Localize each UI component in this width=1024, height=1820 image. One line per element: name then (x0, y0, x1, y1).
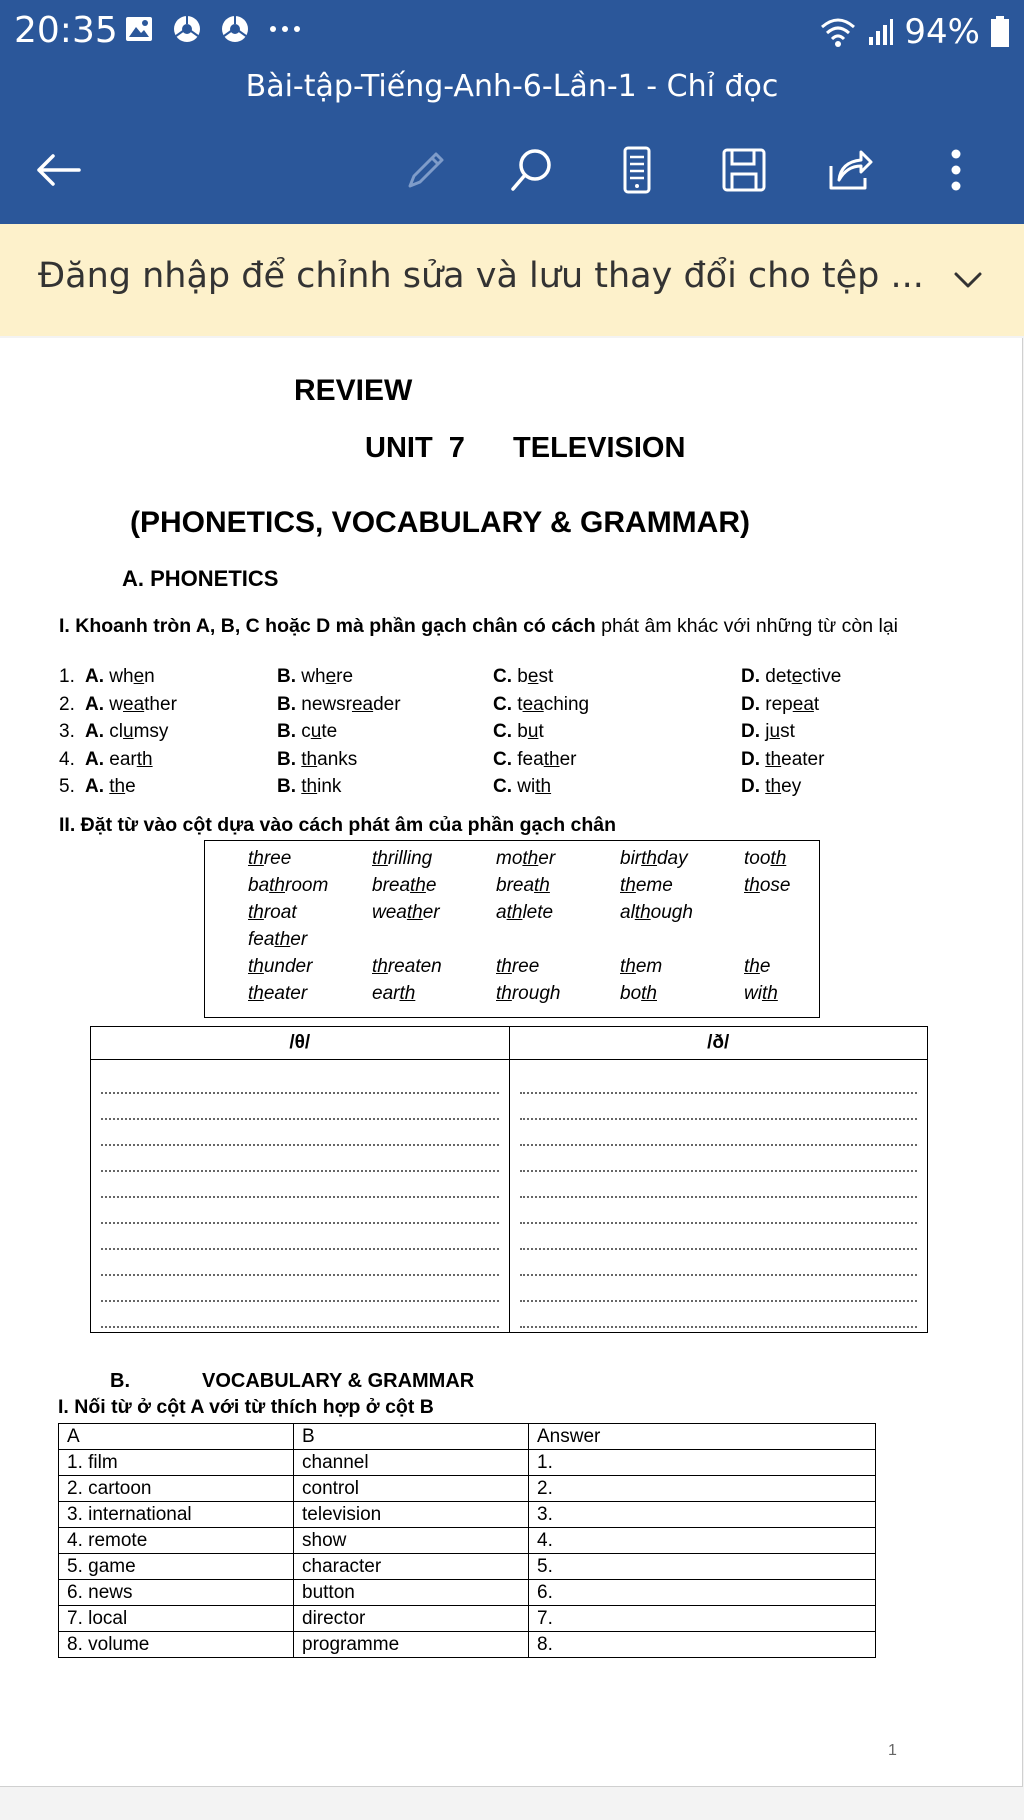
underlined-part: th (770, 848, 787, 869)
underlined-part: th (534, 875, 550, 896)
word-part: ear (372, 983, 400, 1004)
cell-col-a: 7. local (59, 1606, 294, 1632)
instruction-1-rest: phát âm khác với những từ còn lại (595, 615, 899, 637)
word-part: eater (781, 748, 825, 770)
option-letter: B. (277, 748, 296, 770)
search-button[interactable] (500, 138, 564, 202)
underlined-part: ea (123, 693, 145, 715)
underlined-part: th (641, 848, 657, 869)
word-part: re (336, 666, 354, 687)
answer-line[interactable] (101, 1094, 499, 1120)
underlined-part: ea (792, 693, 814, 715)
instruction-1 (59, 616, 969, 636)
underlined-part: th (399, 983, 416, 1004)
option-d[interactable] (741, 776, 801, 798)
option-letter: D. (741, 721, 760, 742)
word-item (496, 902, 553, 924)
word-part: fea (517, 748, 544, 770)
word-item (744, 956, 770, 978)
word-item (372, 875, 436, 897)
option-letter: C. (493, 666, 512, 687)
underlined-part: th (761, 983, 778, 1004)
option-letter: B. (277, 666, 296, 687)
word-part: roat (263, 902, 297, 923)
sound-column-theta[interactable] (91, 1060, 510, 1333)
cell-col-a: 2. cartoon (59, 1476, 294, 1502)
question-number: 5. (59, 776, 75, 797)
question-number: 4. (59, 748, 75, 770)
word-part: ther (144, 693, 177, 715)
word-item (496, 983, 560, 1005)
word-part: brea (372, 875, 411, 896)
word-part: ree (511, 956, 540, 977)
answer-line[interactable] (520, 1250, 918, 1276)
word-part: bir (620, 848, 642, 869)
underlined-part: e (527, 666, 539, 687)
word-item (248, 848, 291, 870)
word-part: e (125, 776, 136, 797)
cell-answer[interactable]: 8. (529, 1632, 876, 1658)
word-item (496, 956, 539, 978)
header-col-a: A (59, 1424, 294, 1450)
matching-table (58, 1423, 876, 1658)
cell-col-b: director (294, 1606, 529, 1632)
word-item (496, 848, 555, 870)
word-item (372, 956, 442, 978)
word-part: t (813, 693, 820, 715)
underlined-part: th (535, 776, 552, 797)
instruction-3: I. Nối từ ở cột A với từ thích hợp ở cột B (58, 1396, 434, 1418)
option-letter: D. (741, 666, 760, 687)
reading-view-button[interactable] (605, 138, 669, 202)
table-row (59, 1580, 876, 1606)
battery-percent: 94% (904, 12, 980, 52)
status-time: 20:35 (14, 10, 118, 51)
heading-subtitle: (PHONETICS, VOCABULARY & GRAMMAR) (130, 506, 750, 539)
word-item (248, 983, 307, 1005)
edit-button[interactable] (394, 138, 458, 202)
option-a[interactable] (85, 694, 177, 716)
word-part: ching (543, 693, 590, 715)
back-arrow-icon (33, 150, 83, 190)
word-item (248, 902, 297, 924)
underlined-part: th (301, 748, 318, 770)
cell-col-a: 1. film (59, 1450, 294, 1476)
word-item (372, 902, 440, 924)
more-options-button[interactable] (924, 138, 988, 202)
header-col-b: B (294, 1424, 529, 1450)
cell-col-a: 8. volume (59, 1632, 294, 1658)
cell-answer[interactable]: 6. (529, 1580, 876, 1606)
answer-line[interactable] (520, 1276, 918, 1302)
share-icon (825, 146, 875, 194)
option-d[interactable] (741, 749, 824, 771)
section-b-title (110, 1370, 474, 1393)
underlined-part: th (301, 776, 318, 797)
search-icon (507, 145, 557, 195)
word-item (248, 929, 307, 951)
word-part: bo (620, 983, 642, 1004)
word-item (744, 848, 786, 870)
answer-line[interactable] (520, 1120, 918, 1146)
word-part: j (765, 721, 770, 742)
underlined-part: th (109, 776, 126, 797)
gallery-icon (124, 15, 154, 43)
option-d[interactable] (741, 666, 841, 688)
underlined-part: th (641, 983, 657, 1004)
word-item (372, 983, 415, 1005)
cell-col-b: show (294, 1528, 529, 1554)
more-vertical-icon (946, 146, 966, 194)
option-letter: B. (277, 721, 296, 742)
table-row (59, 1476, 876, 1502)
cell-answer[interactable]: 5. (529, 1554, 876, 1580)
cell-answer[interactable]: 4. (529, 1528, 876, 1554)
word-part: rough (511, 983, 561, 1004)
answer-line[interactable] (520, 1068, 918, 1094)
word-part: day (656, 848, 688, 869)
word-part: rilling (387, 848, 433, 869)
word-part: er (538, 848, 556, 869)
table-row (59, 1606, 876, 1632)
pencil-icon (402, 146, 450, 194)
word-part: room (285, 875, 329, 896)
word-part: eme (635, 875, 673, 896)
wifi-icon (818, 15, 858, 49)
answer-line[interactable] (101, 1120, 499, 1146)
underlined-part: ea (351, 693, 374, 715)
chrome-icon-2 (220, 14, 250, 44)
word-item (620, 902, 693, 924)
option-letter: C. (493, 721, 512, 742)
word-part: under (263, 956, 313, 977)
word-part: b (517, 721, 528, 742)
answer-line[interactable] (520, 1302, 918, 1328)
option-letter: C. (493, 776, 512, 797)
share-button[interactable] (818, 138, 882, 202)
word-part: ey (781, 776, 802, 797)
option-d[interactable] (741, 694, 819, 716)
sound-header-theta: /θ/ (91, 1027, 510, 1060)
option-letter: D. (741, 693, 760, 715)
word-item (496, 875, 550, 897)
table-row (59, 1450, 876, 1476)
underlined-part: th (410, 875, 426, 896)
underlined-part: u (769, 721, 781, 742)
word-part: wh (109, 666, 134, 687)
underlined-part: th (620, 956, 636, 977)
battery-icon (990, 16, 1010, 48)
word-part: w (109, 693, 124, 715)
underlined-part: th (522, 848, 539, 869)
cell-answer[interactable]: 7. (529, 1606, 876, 1632)
heading-review: REVIEW (294, 374, 413, 407)
option-a[interactable] (85, 666, 155, 688)
option-c[interactable] (493, 666, 553, 688)
word-part: wea (372, 902, 407, 923)
word-part: e (425, 875, 437, 896)
word-part: te (321, 721, 338, 742)
underlined-part: ea (522, 693, 544, 715)
cell-answer[interactable]: 1. (529, 1450, 876, 1476)
table-row (59, 1554, 876, 1580)
underlined-part: th (372, 956, 388, 977)
heading-unit: UNIT 7 TELEVISION (365, 432, 686, 464)
word-part: msy (133, 721, 169, 742)
word-item (372, 848, 432, 870)
word-part: mo (496, 848, 523, 869)
section-a-title: A. PHONETICS (122, 566, 279, 591)
save-button[interactable] (712, 138, 776, 202)
cell-col-b: programme (294, 1632, 529, 1658)
word-part: det (765, 666, 792, 687)
status-right (818, 12, 1010, 52)
underlined-part: th (543, 748, 560, 770)
underlined-part: u (527, 721, 539, 742)
word-item (620, 956, 662, 978)
word-box (204, 840, 820, 1018)
cell-col-b: channel (294, 1450, 529, 1476)
underlined-part: th (248, 983, 264, 1004)
word-part: b (517, 666, 528, 687)
word-item (744, 983, 778, 1005)
answer-line[interactable] (520, 1224, 918, 1250)
word-part: lete (522, 902, 554, 923)
word-part: wi (517, 776, 536, 797)
option-letter: A. (85, 721, 104, 742)
instruction-2: II. Đặt từ vào cột dựa vào cách phát âm của phần gạch chân (59, 814, 617, 836)
option-c[interactable] (493, 749, 576, 771)
answer-line[interactable] (520, 1094, 918, 1120)
answer-line[interactable] (101, 1172, 499, 1198)
answer-line[interactable] (101, 1224, 499, 1250)
document-page[interactable] (0, 338, 1023, 1787)
notification-icons (124, 14, 302, 44)
word-item (248, 956, 312, 978)
word-part: wi (744, 983, 762, 1004)
word-part: der (373, 693, 401, 715)
word-part: c (301, 721, 311, 742)
answer-line[interactable] (101, 1250, 499, 1276)
word-part: er (290, 929, 308, 950)
word-part: ose (759, 875, 791, 896)
cell-answer[interactable]: 2. (529, 1476, 876, 1502)
underlined-part: th (248, 902, 264, 923)
word-part: ear (109, 748, 137, 770)
word-part: st (538, 666, 554, 687)
word-part: er (559, 748, 577, 770)
option-c[interactable] (493, 776, 551, 798)
word-part: ree (263, 848, 292, 869)
section-b-letter: B. (110, 1370, 130, 1392)
word-part: ough (650, 902, 693, 923)
answer-line[interactable] (520, 1146, 918, 1172)
mobile-view-icon (617, 145, 657, 195)
word-part: too (744, 848, 771, 869)
page-number: 1 (888, 1742, 897, 1759)
option-letter: A. (85, 693, 104, 715)
option-letter: D. (741, 748, 760, 770)
word-part: anks (317, 748, 358, 770)
word-part: eater (263, 983, 308, 1004)
underlined-part: th (496, 983, 512, 1004)
question-number: 1. (59, 666, 75, 687)
word-part: a (496, 902, 507, 923)
word-part: wh (301, 666, 326, 687)
word-part: t (538, 721, 544, 742)
option-b[interactable] (277, 694, 401, 716)
answer-line[interactable] (101, 1302, 499, 1328)
underlined-part: e (791, 666, 803, 687)
word-part: er (422, 902, 440, 923)
word-part: rep (765, 693, 793, 715)
underlined-part: th (248, 848, 264, 869)
cell-col-b: television (294, 1502, 529, 1528)
signal-icon (868, 17, 894, 47)
option-b[interactable] (277, 749, 357, 771)
underlined-part: th (765, 776, 782, 797)
underlined-part: e (133, 666, 145, 687)
underlined-part: th (372, 848, 388, 869)
sound-header-eth: /ð/ (509, 1027, 928, 1060)
cell-col-b: character (294, 1554, 529, 1580)
table-row (59, 1632, 876, 1658)
word-part: newsr (301, 693, 352, 715)
option-d[interactable] (741, 721, 795, 743)
underlined-part: th (248, 956, 264, 977)
cell-col-b: control (294, 1476, 529, 1502)
matching-table-header (59, 1424, 876, 1450)
option-a[interactable] (85, 721, 168, 743)
underlined-part: th (634, 902, 651, 923)
word-part: reaten (387, 956, 442, 977)
cell-col-a: 5. game (59, 1554, 294, 1580)
word-part: brea (496, 875, 535, 896)
sign-in-banner[interactable] (0, 224, 1024, 337)
instruction-1-bold: I. Khoanh tròn A, B, C hoặc D mà phần gạch chân có cách (59, 615, 596, 637)
answer-line[interactable] (101, 1198, 499, 1224)
word-part: ctive (802, 666, 842, 687)
word-item (620, 983, 657, 1005)
option-letter: A. (85, 748, 104, 770)
underlined-part: th (506, 902, 523, 923)
underlined-part: th (269, 875, 285, 896)
answer-line[interactable] (520, 1198, 918, 1224)
question-number: 2. (59, 693, 75, 715)
option-letter: A. (85, 776, 104, 797)
word-part: ba (248, 875, 270, 896)
underlined-part: th (136, 748, 153, 770)
underlined-part: u (123, 721, 134, 742)
document-title: Bài-tập-Tiếng-Anh-6-Lần-1 - Chỉ đọc (0, 62, 1024, 112)
table-row (59, 1528, 876, 1554)
option-letter: B. (277, 693, 296, 715)
word-part: st (780, 721, 795, 742)
sound-column-eth[interactable] (509, 1060, 928, 1333)
section-b-heading: VOCABULARY & GRAMMAR (202, 1370, 475, 1392)
underlined-part: th (620, 875, 636, 896)
cell-col-b: button (294, 1580, 529, 1606)
more-notifications-icon (268, 24, 302, 34)
option-b[interactable] (277, 666, 353, 688)
chrome-icon (172, 14, 202, 44)
question-number: 3. (59, 721, 75, 742)
answer-line[interactable] (101, 1146, 499, 1172)
word-part: cl (109, 721, 124, 742)
banner-text: Đăng nhập để chỉnh sửa và lưu thay đổi cho tệp ... (38, 256, 924, 296)
option-letter: D. (741, 776, 760, 797)
toolbar (0, 112, 1024, 224)
option-c[interactable] (493, 721, 544, 743)
cell-answer[interactable]: 3. (529, 1502, 876, 1528)
underlined-part: th (765, 748, 782, 770)
cell-col-a: 6. news (59, 1580, 294, 1606)
answer-line[interactable] (101, 1276, 499, 1302)
option-letter: B. (277, 776, 296, 797)
option-letter: C. (493, 748, 512, 770)
word-part: em (635, 956, 663, 977)
underlined-part: e (325, 666, 337, 687)
option-letter: C. (493, 693, 512, 715)
word-item (620, 875, 673, 897)
cell-col-a: 4. remote (59, 1528, 294, 1554)
word-part: e (759, 956, 771, 977)
chevron-down-icon[interactable] (948, 260, 988, 300)
underlined-part: u (310, 721, 322, 742)
option-b[interactable] (277, 776, 341, 798)
word-part: t (517, 693, 523, 715)
answer-line[interactable] (101, 1068, 499, 1094)
option-b[interactable] (277, 721, 337, 743)
word-part: fea (248, 929, 275, 950)
word-part: al (620, 902, 635, 923)
option-a[interactable] (85, 776, 136, 798)
word-item (248, 875, 328, 897)
option-a[interactable] (85, 749, 153, 771)
option-letter: A. (85, 666, 104, 687)
underlined-part: th (406, 902, 423, 923)
word-item (744, 875, 791, 897)
save-icon (720, 146, 768, 194)
status-bar (0, 0, 1024, 62)
word-part: ink (317, 776, 342, 797)
answer-line[interactable] (520, 1172, 918, 1198)
cell-col-a: 3. international (59, 1502, 294, 1528)
option-c[interactable] (493, 694, 589, 716)
underlined-part: th (744, 956, 760, 977)
header-col-answer: Answer (529, 1424, 876, 1450)
word-item (620, 848, 688, 870)
underlined-part: th (274, 929, 291, 950)
underlined-part: th (744, 875, 760, 896)
word-part: n (144, 666, 155, 687)
back-button[interactable] (26, 138, 90, 202)
sound-table (90, 1026, 928, 1333)
underlined-part: th (496, 956, 512, 977)
table-row (59, 1502, 876, 1528)
